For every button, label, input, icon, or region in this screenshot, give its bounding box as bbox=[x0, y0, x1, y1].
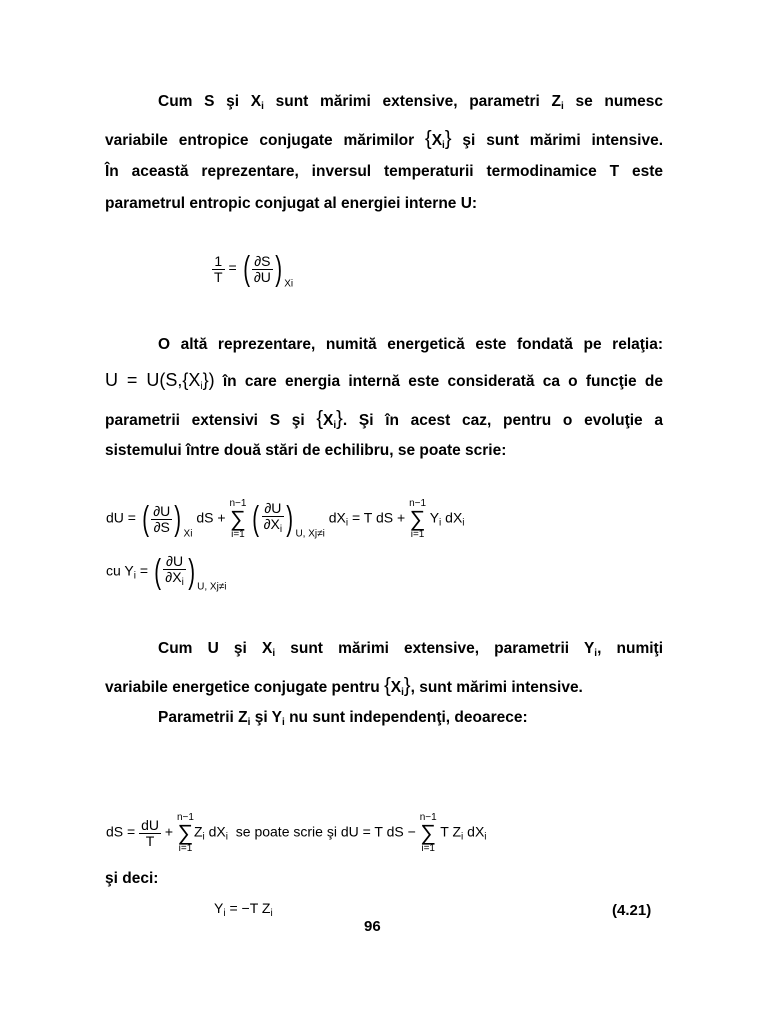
p1-line4: parametrul entropic conjugat al energiei interne U: bbox=[105, 195, 478, 212]
p2-line1: O altă reprezentare, numită energetică este fondată pe relaţia: bbox=[158, 336, 663, 353]
equation-number: (4.21) bbox=[612, 902, 652, 919]
equation-inverse-temperature: $\frac{1}{T}$ = ( $\frac{\partial S}{\partial U}$ ) $_{Xi}$ bbox=[214, 250, 294, 290]
p5-line: şi deci: bbox=[105, 870, 159, 887]
p4-line: Parametrii $Z_i$ şi $Y_i$ nu sunt independenţi, deoarece: bbox=[158, 709, 528, 728]
p2-line4: sistemului între două stări de echilibru, se poate scrie: bbox=[105, 442, 507, 459]
equation-ds-du: dS = $\frac{dU}{T}$ + n−1 ∑ $i=1Z_i$ $dX_i$ se poate scrie şi dU = T dS − n−1 ∑ i=1 T $Z_i$ $dX_i$ bbox=[106, 812, 487, 854]
p3-line1: Cum U şi $X_i$ sunt mărimi extensive, parametrii $Y_i$, numiţi bbox=[158, 640, 663, 659]
p1-line2: variabile entropice conjugate mărimilor {Xi} şi sunt mărimi intensive. bbox=[105, 128, 663, 151]
p2-line2: $U = U(S,\{X_i\})$ în care energia internă este considerată ca o funcţie de bbox=[105, 370, 663, 392]
equation-yi-zi: $Y_i = -T$ $Z_i$ bbox=[214, 900, 273, 919]
p1-line1: Cum S şi $X_i$ sunt mărimi extensive, parametri $Z_i$ se numesc bbox=[158, 93, 664, 112]
p2-line3: parametrii extensivi S şi {Xi}. Şi în acest caz, pentru o evoluţie a bbox=[105, 408, 663, 431]
equation-yi-definition: cu $Y_i$ = ( $\frac{\partial U}{\partial X_i}$ ) $_{U, Xj\ne i}$ bbox=[106, 553, 227, 593]
p1-line3: În această reprezentare, inversul temperaturii termodinamice T este bbox=[105, 163, 663, 180]
equation-du-expansion: dU = ( $\frac{\partial U}{\partial S}$ ) $_{Xi}$ dS + n−1 ∑ i=1 ( $\frac{\partial U}{\partial X_i}$ ) $_{U, Xj\ne i}$ $dX_i = T$ dS + n−1 ∑ i=1 $Y_i$ $dX_i$ bbox=[106, 498, 465, 540]
p3-line2: variabile energetice conjugate pentru {Xi}, sunt mărimi intensive. bbox=[105, 675, 583, 698]
page-number: 96 bbox=[364, 918, 381, 935]
